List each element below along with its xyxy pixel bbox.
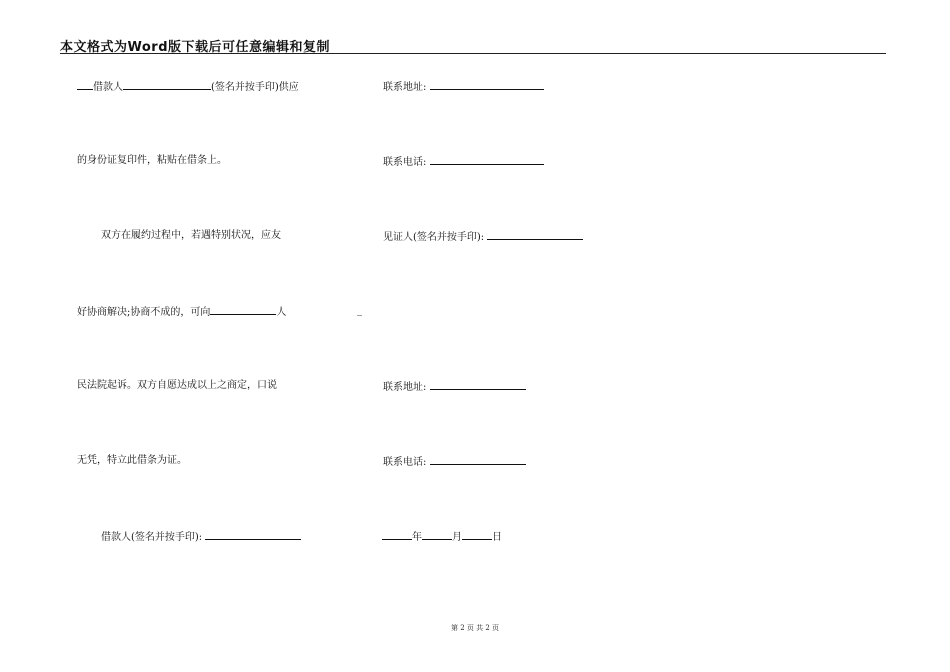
date-line [382,529,502,545]
people-char: 人 [276,307,287,318]
day-label: 日 [492,532,502,543]
borrower-sign-line [101,529,301,545]
phone-label-2: 联系电话: [383,457,427,468]
header-title: 本文格式为Word版下载后可任意编辑和复制 [60,40,331,55]
dispute-line-1: 双方在履约过程中，若遇特别状况，应友 [101,230,281,241]
blank-underline [77,79,93,90]
page-number: 第 2 页 共 2 页 [450,624,500,632]
address-blank-2 [430,379,526,390]
month-label: 月 [452,532,462,543]
proof-line: 无凭，特立此借条为证。 [77,455,187,466]
phone-label-1: 联系电话: [383,157,427,168]
address-label-1: 联系地址: [383,82,427,93]
phone-line-2 [383,454,526,470]
witness-label: 见证人(签名并按手印): [383,232,485,243]
year-blank [382,529,412,540]
day-blank [462,529,492,540]
sign-instruction: (签名并按手印)供应 [211,82,299,93]
dispute-line-2 [77,304,286,320]
address-line-1 [383,79,544,95]
witness-line [383,229,583,245]
address-line-2 [383,379,526,395]
month-blank [422,529,452,540]
phone-blank-1 [430,154,544,165]
borrower-name-blank [123,79,211,90]
phone-blank-2 [430,454,526,465]
borrower-sign-blank [205,529,301,540]
stray-mark: _ [357,305,362,316]
negotiation-text: 好协商解决;协商不成的，可向 [77,307,211,318]
court-line: 民法院起诉。双方自愿达成以上之商定，口说 [77,380,277,391]
borrower-label: 借款人 [93,82,123,93]
address-blank-1 [430,79,544,90]
witness-blank [487,229,583,240]
page-header [60,33,886,54]
phone-line-1 [383,154,544,170]
borrower-sign-label: 借款人(签名并按手印): [101,532,203,543]
address-label-2: 联系地址: [383,382,427,393]
id-copy-line: 的身份证复印件，粘贴在借条上。 [77,155,227,166]
court-blank [210,304,276,315]
year-label: 年 [412,532,422,543]
borrower-line [77,79,299,95]
